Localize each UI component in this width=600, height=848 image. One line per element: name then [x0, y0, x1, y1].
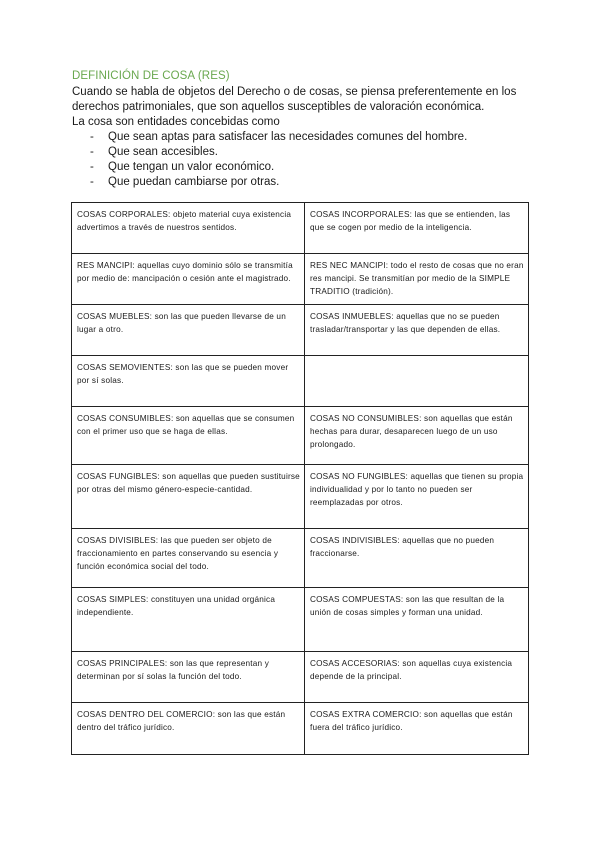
table-cell-left: COSAS MUEBLES: son las que pueden llevarse de un lugar a otro.	[72, 305, 305, 356]
table-cell-right: COSAS COMPUESTAS: son las que resultan de la unión de cosas simples y forman una unidad.	[305, 588, 529, 652]
table-cell-right: COSAS EXTRA COMERCIO: son aquellas que están fuera del tráfico jurídico.	[305, 703, 529, 755]
table-cell-left: COSAS SEMOVIENTES: son las que se pueden mover por sí solas.	[72, 356, 305, 407]
intro-text	[72, 85, 542, 130]
classification-table	[71, 202, 529, 755]
table-cell-right: COSAS INCORPORALES: las que se entienden, las que se cogen por medio de la inteligencia.	[305, 203, 529, 254]
table-cell-left: COSAS CORPORALES: objeto material cuya existencia advertimos a través de nuestros sentidos.	[72, 203, 305, 254]
table-cell-left: COSAS DIVISIBLES: las que pueden ser objeto de fraccionamiento en partes conservando su esencia y función económica social del todo.	[72, 529, 305, 588]
table-cell-right: COSAS INMUEBLES: aquellas que no se pueden trasladar/transportar y las que dependen de ellas.	[305, 305, 529, 356]
table-cell-left: COSAS PRINCIPALES: son las que representan y determinan por sí solas la función del todo.	[72, 652, 305, 703]
bullet-item: - Que sean accesibles.	[90, 145, 467, 160]
table-cell-left: COSAS FUNGIBLES: son aquellas que pueden sustituirse por otras del mismo género-especie-cantidad.	[72, 465, 305, 529]
table-row	[72, 254, 529, 305]
table-row	[72, 305, 529, 356]
table-cell-right: COSAS INDIVISIBLES: aquellas que no pueden fraccionarse.	[305, 529, 529, 588]
table-row	[72, 407, 529, 465]
table-cell-right	[305, 356, 529, 407]
table-cell-left: COSAS SIMPLES: constituyen una unidad orgánica independiente.	[72, 588, 305, 652]
table-cell-left: COSAS DENTRO DEL COMERCIO: son las que están dentro del tráfico jurídico.	[72, 703, 305, 755]
table-cell-right: RES NEC MANCIPI: todo el resto de cosas que no eran res mancipi. Se transmitían por medio de la SIMPLE TRADITIO (tradición).	[305, 254, 529, 305]
table-row	[72, 652, 529, 703]
table-row	[72, 356, 529, 407]
table-cell-right: COSAS NO FUNGIBLES: aquellas que tienen su propia individualidad y por lo tanto no pueden ser reemplazadas por otros.	[305, 465, 529, 529]
bullet-item: - Que sean aptas para satisfacer las necesidades comunes del hombre.	[90, 130, 467, 145]
table-row	[72, 465, 529, 529]
intro-paragraph: Cuando se habla de objetos del Derecho o de cosas, se piensa preferentemente en los derechos patrimoniales, que son aquellos susceptibles de valoración económica.	[72, 86, 517, 113]
table-row	[72, 203, 529, 254]
table-row	[72, 529, 529, 588]
intro-paragraph: La cosa son entidades concebidas como	[72, 116, 280, 128]
bullet-item: - Que puedan cambiarse por otras.	[90, 175, 467, 190]
table-row	[72, 588, 529, 652]
table-cell-right: COSAS NO CONSUMIBLES: son aquellas que están hechas para durar, desaparecen luego de un uso prolongado.	[305, 407, 529, 465]
table-cell-right: COSAS ACCESORIAS: son aquellas cuya existencia depende de la principal.	[305, 652, 529, 703]
section-heading: DEFINICIÓN DE COSA (RES)	[72, 70, 230, 82]
table-cell-left: COSAS CONSUMIBLES: son aquellas que se consumen con el primer uso que se haga de ellas.	[72, 407, 305, 465]
table-row	[72, 703, 529, 755]
bullet-item: - Que tengan un valor económico.	[90, 160, 467, 175]
bullet-list	[90, 130, 467, 190]
table-cell-left: RES MANCIPI: aquellas cuyo dominio sólo se transmitía por medio de: mancipación o cesión ante el magistrado.	[72, 254, 305, 305]
